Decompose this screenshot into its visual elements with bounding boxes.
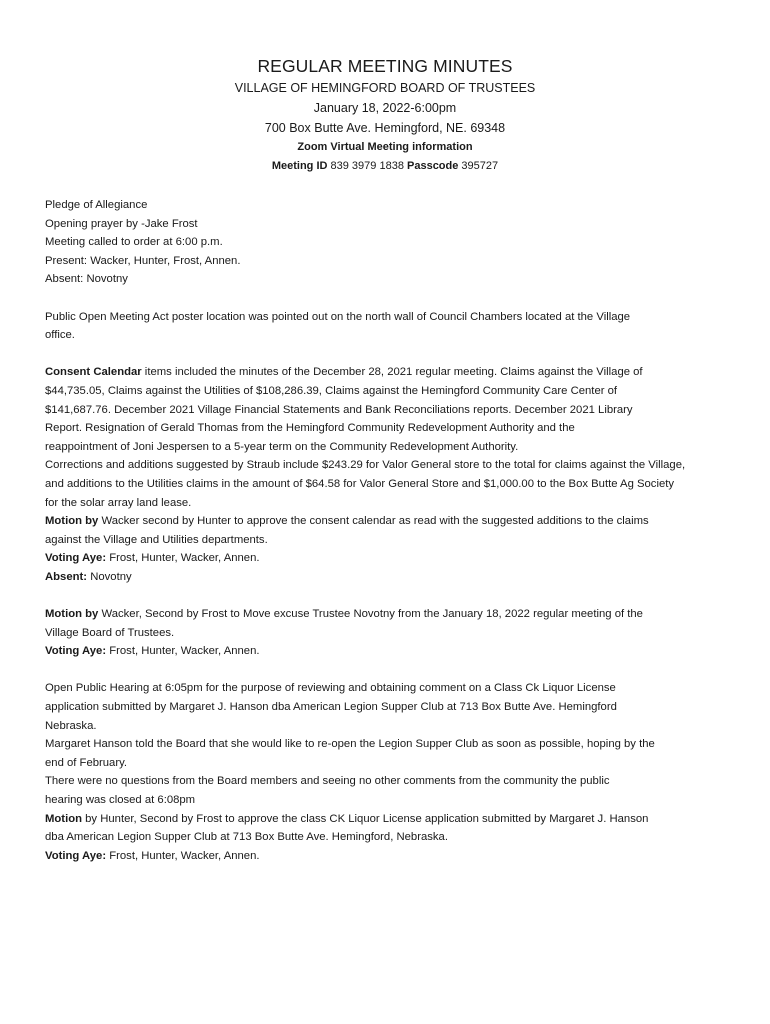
voting-label: Voting Aye: bbox=[45, 849, 107, 862]
motion-line bbox=[45, 605, 763, 624]
voting-line bbox=[45, 642, 763, 661]
motion-text: by Hunter, Second by Frost to approve the class CK Liquor License application submitted by Margaret J. Hanson bbox=[82, 812, 649, 825]
motion-line: against the Village and Utilities departments. bbox=[45, 533, 268, 546]
consent-label: Consent Calendar bbox=[45, 366, 142, 379]
open-meeting-line: office. bbox=[45, 329, 75, 342]
consent-text: items included the minutes of the December 28, 2021 regular meeting. Claims against the Village of bbox=[141, 366, 643, 379]
opening-line: Meeting called to order at 6:00 p.m. bbox=[45, 236, 223, 249]
consent-line: $141,687.76. December 2021 Village Financial Statements and Bank Reconciliations reports. December 2021 Library bbox=[45, 403, 633, 416]
hearing-line: hearing was closed at 6:08pm bbox=[45, 794, 196, 806]
hearing-line: end of February. bbox=[45, 756, 128, 769]
meeting-date: January 18, 2022-6:00pm bbox=[313, 101, 457, 115]
hearing-line: There were no questions from the Board members and seeing no other comments from the community the public bbox=[45, 775, 610, 788]
passcode: 395727 bbox=[458, 160, 499, 172]
voting-line bbox=[45, 549, 763, 568]
absent-text: Novotny bbox=[87, 570, 132, 583]
motion-label: Motion by bbox=[45, 515, 99, 528]
opening-line: Opening prayer by -Jake Frost bbox=[45, 217, 198, 230]
consent-line bbox=[45, 363, 763, 382]
hearing-line: Margaret Hanson told the Board that she would like to re-open the Legion Supper Club as soon as possible, hoping by the bbox=[45, 738, 655, 751]
meeting-id-label: Meeting ID bbox=[271, 160, 328, 172]
consent-line: for the solar array land lease. bbox=[45, 496, 192, 509]
open-meeting-line: Public Open Meeting Act poster location was pointed out on the north wall of Council Chambers located at the Village bbox=[45, 310, 631, 323]
meeting-id: 839 3979 1838 bbox=[327, 160, 407, 172]
absent-label: Absent: bbox=[45, 570, 88, 583]
voting-text: Frost, Hunter, Wacker, Annen. bbox=[106, 645, 260, 658]
hearing-line: Nebraska. bbox=[45, 719, 97, 732]
motion-text: Wacker, Second by Frost to Move excuse Trustee Novotny from the January 18, 2022 regular meeting of the bbox=[98, 608, 643, 621]
voting-text: Frost, Hunter, Wacker, Annen. bbox=[106, 552, 260, 565]
hearing-line: Open Public Hearing at 6:05pm for the purpose of reviewing and obtaining comment on a Class Ck Liquor License bbox=[45, 682, 616, 695]
meeting-address: 700 Box Butte Ave. Hemingford, NE. 69348 bbox=[264, 121, 506, 135]
consent-line: and additions to the Utilities claims in the amount of $64.58 for Valor General Store and $1,000.00 to the Box Butte Ag Society bbox=[45, 477, 675, 490]
opening-line: Absent: Novotny bbox=[45, 273, 128, 286]
opening-line: Pledge of Allegiance bbox=[45, 199, 148, 211]
motion-line bbox=[45, 810, 763, 829]
minutes-body bbox=[45, 196, 763, 865]
consent-line: Report. Resignation of Gerald Thomas from the Hemingford Community Redevelopment Authority and the bbox=[45, 422, 575, 435]
motion-line bbox=[45, 512, 763, 531]
document-header bbox=[0, 54, 770, 176]
motion-line: dba American Legion Supper Club at 713 Box Butte Ave. Hemingford, Nebraska. bbox=[45, 831, 448, 844]
consent-line: $44,735.05, Claims against the Utilities of $108,286.39, Claims against the Hemingford Community Care Center of bbox=[45, 384, 618, 397]
motion-text: Wacker second by Hunter to approve the consent calendar as read with the suggested additions to the claims bbox=[98, 515, 649, 528]
consent-line: reappointment of Joni Jespersen to a 5-year term on the Community Redevelopment Authority. bbox=[45, 440, 519, 453]
consent-line: Corrections and additions suggested by Straub include $243.29 for Valor General store to the total for claims against the Village, bbox=[45, 459, 686, 472]
hearing-line: application submitted by Margaret J. Hanson dba American Legion Supper Club at 713 Box Butte Ave. Hemingford bbox=[45, 701, 617, 714]
board-name: VILLAGE OF HEMINGFORD BOARD OF TRUSTEES bbox=[234, 81, 536, 95]
page-title: REGULAR MEETING MINUTES bbox=[257, 56, 513, 76]
meeting-credentials bbox=[0, 157, 770, 176]
voting-text: Frost, Hunter, Wacker, Annen. bbox=[106, 849, 260, 862]
motion-label: Motion bbox=[45, 812, 83, 825]
zoom-info: Zoom Virtual Meeting information bbox=[297, 141, 473, 153]
voting-label: Voting Aye: bbox=[45, 552, 107, 565]
motion-label: Motion by bbox=[45, 608, 99, 621]
passcode-label: Passcode bbox=[407, 160, 459, 172]
voting-label: Voting Aye: bbox=[45, 645, 107, 658]
opening-line: Present: Wacker, Hunter, Frost, Annen. bbox=[45, 254, 241, 267]
voting-line bbox=[45, 847, 763, 866]
absent-line bbox=[45, 568, 763, 587]
motion-line: Village Board of Trustees. bbox=[45, 626, 175, 639]
